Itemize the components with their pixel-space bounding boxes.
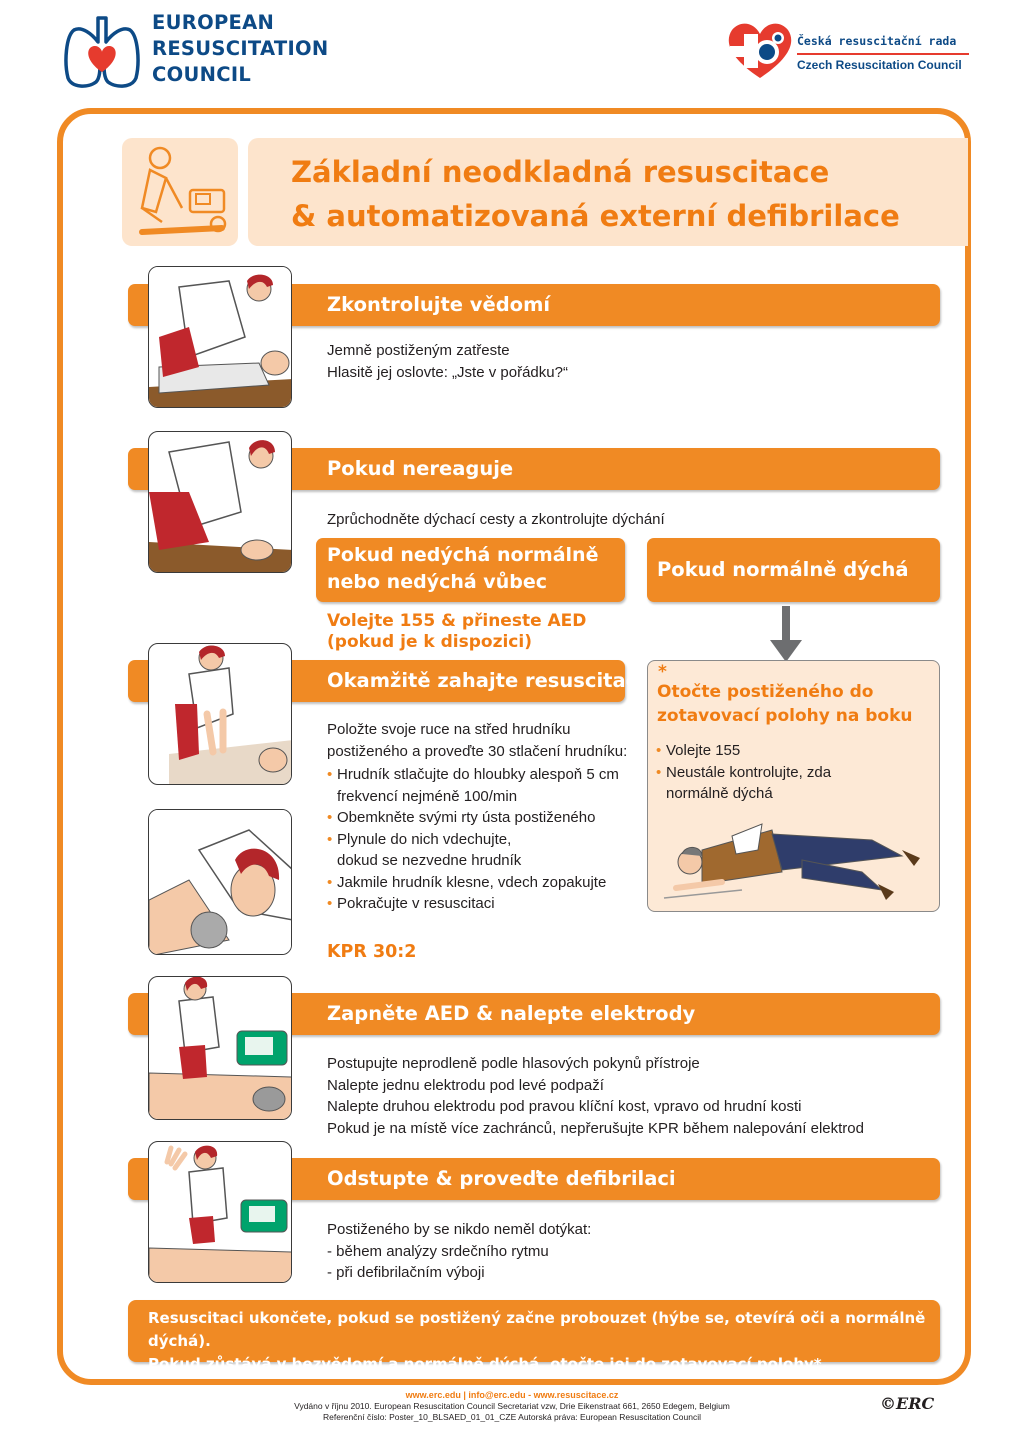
down-arrow-icon bbox=[770, 606, 802, 662]
step4-line2: Nalepte jednu elektrodu pod levé podpaží bbox=[327, 1076, 604, 1094]
poster-title bbox=[291, 150, 900, 238]
step2-title: Pokud nereaguje bbox=[327, 457, 514, 480]
erc-lungs-heart-logo bbox=[62, 12, 142, 92]
step5-line1: Postiženého by se nikdo neměl dotýkat: bbox=[327, 1221, 592, 1238]
call-line1: Volejte 155 & přineste AED bbox=[327, 611, 587, 631]
cpr-item-breathe: • Plynule do nich vdechujte, bbox=[327, 829, 619, 851]
erc-name-line2: RESUSCITATION bbox=[152, 37, 329, 60]
footer-issued: Vydáno v říjnu 2010. European Resuscitation Council Secretariat vzw, Drie Eikenstraat 661, 2650 Edegem, Belgium bbox=[294, 1401, 730, 1411]
erc-name-line1: EUROPEAN bbox=[152, 11, 275, 34]
step3-compression-illustration bbox=[148, 643, 292, 785]
step4-line3: Nalepte druhou elektrodu pod pravou klíční kost, vpravo od hrudní kosti bbox=[327, 1098, 802, 1115]
cpr-intro bbox=[327, 719, 627, 762]
cpr-item-seal: • Obemkněte svými rty ústa postiženého bbox=[327, 807, 619, 829]
cpr-item-continue: • Pokračujte v resuscitaci bbox=[327, 893, 619, 915]
step1-line2: Hlasitě jej oslovte: „Jste v pořádku?“ bbox=[327, 363, 568, 381]
not-breathing-box bbox=[316, 538, 625, 602]
cpr-item-depth: • Hrudník stlačujte do hloubky alespoň 5 cm bbox=[327, 764, 619, 786]
recovery-title-line1: Otočte postiženého do bbox=[657, 682, 874, 702]
recovery-title bbox=[657, 680, 913, 728]
final-line1: Resuscitaci ukončete, pokud se postižený začne probouzet (hýbe se, otevírá oči a normálně dýchá). bbox=[148, 1309, 926, 1350]
step2-text: Zprůchodněte dýchací cesty a zkontrolujte dýchání bbox=[327, 511, 665, 528]
check-response-illustration bbox=[149, 267, 292, 408]
step4-line1: Postupujte neprodleně podle hlasových pokynů přístroje bbox=[327, 1055, 700, 1072]
attach-aed-illustration bbox=[149, 977, 292, 1120]
title-illustration bbox=[122, 138, 238, 246]
cpr-ratio: KPR 30:2 bbox=[327, 942, 417, 962]
rescue-breath-illustration bbox=[149, 810, 292, 955]
step4-title: Zapněte AED & nalepte elektrody bbox=[327, 1002, 696, 1025]
step1-title: Zkontrolujte vědomí bbox=[327, 293, 551, 316]
step4-line4: Pokud je na místě více zachránců, nepřerušujte KPR během nalepování elektrod bbox=[327, 1119, 864, 1137]
breathing-normally-box: Pokud normálně dýchá bbox=[647, 538, 940, 602]
crc-english-name: Czech Resuscitation Council bbox=[797, 58, 962, 72]
step1-line1: Jemně postiženým zatřeste bbox=[327, 342, 510, 359]
crc-divider bbox=[797, 53, 969, 55]
call-emergency-text bbox=[327, 611, 586, 653]
cpr-item-breathe-cont bbox=[327, 850, 619, 872]
recovery-item-monitor-cont-text: normálně dýchá bbox=[666, 785, 773, 802]
step1-illustration bbox=[148, 266, 292, 408]
chest-compression-illustration bbox=[149, 644, 292, 785]
title-line1: Základní neodkladná resuscitace bbox=[291, 155, 830, 189]
cpr-item-depth-cont bbox=[327, 786, 619, 808]
footer bbox=[0, 1390, 1024, 1423]
title-line2: & automatizovaná externí defibrilace bbox=[291, 199, 900, 233]
crc-heart-logo bbox=[722, 18, 798, 80]
erc-name bbox=[152, 10, 329, 88]
step5-text bbox=[327, 1219, 591, 1284]
crc-czech-name: Česká resuscitační rada bbox=[797, 34, 957, 48]
step4-illustration bbox=[148, 976, 292, 1120]
call-line2: (pokud je k dispozici) bbox=[327, 632, 532, 652]
cpr-intro-line2: postiženého a proveďte 30 stlačení hrudníku: bbox=[327, 742, 628, 760]
cpr-item-repeat: • Jakmile hrudník klesne, vdech zopakujte bbox=[327, 872, 619, 894]
recovery-list bbox=[656, 740, 831, 805]
step3-breath-illustration bbox=[148, 809, 292, 955]
open-airway-illustration bbox=[149, 432, 292, 573]
erc-name-line3: COUNCIL bbox=[152, 63, 252, 86]
cpr-item-breathe-cont-text: dokud se nezvedne hrudník bbox=[337, 852, 522, 869]
step5-title: Odstupte & proveďte defibrilaci bbox=[327, 1167, 676, 1190]
recovery-item-monitor-cont bbox=[656, 783, 831, 805]
footer-reference: Referenční číslo: Poster_10_BLSAED_01_01_CZE Autorská práva: European Resuscitation Council bbox=[323, 1412, 701, 1422]
recovery-item-monitor: • Neustále kontrolujte, zda bbox=[656, 762, 831, 784]
title-rescuer-icon bbox=[122, 138, 238, 246]
recovery-title-line2: zotavovací polohy na boku bbox=[657, 706, 913, 726]
step3-title: Okamžitě zahajte resuscitaci bbox=[327, 669, 644, 692]
final-line2: Pokud zůstává v bezvědomí a normálně dýchá, otočte jej do zotavovací polohy*. bbox=[148, 1355, 828, 1373]
step2-illustration bbox=[148, 431, 292, 573]
step1-text bbox=[327, 340, 568, 383]
not-breathing-line2: nebo nedýchá vůbec bbox=[327, 571, 547, 593]
step5-illustration bbox=[148, 1141, 292, 1283]
not-breathing-line1: Pokud nedýchá normálně bbox=[327, 544, 599, 566]
cpr-intro-line1: Položte svoje ruce na střed hrudníku bbox=[327, 721, 571, 738]
cpr-instructions-list bbox=[327, 764, 619, 915]
footer-links[interactable]: www.erc.edu | info@erc.edu - www.resuscitace.cz bbox=[405, 1390, 619, 1400]
erc-copyright-mark: ©ERC bbox=[880, 1394, 935, 1413]
step5-line3: - při defibrilačním výboji bbox=[327, 1264, 485, 1281]
cpr-item-depth-cont-text: frekvencí nejméně 100/min bbox=[337, 787, 518, 805]
recovery-item-call: • Volejte 155 bbox=[656, 740, 831, 762]
step5-line2: - během analýzy srdečního rytmu bbox=[327, 1242, 549, 1260]
recovery-position-illustration bbox=[662, 810, 932, 906]
stop-resuscitation-box bbox=[128, 1300, 940, 1373]
defibrillation-illustration bbox=[149, 1142, 292, 1283]
recovery-asterisk: * bbox=[658, 662, 667, 682]
step4-text bbox=[327, 1053, 864, 1139]
